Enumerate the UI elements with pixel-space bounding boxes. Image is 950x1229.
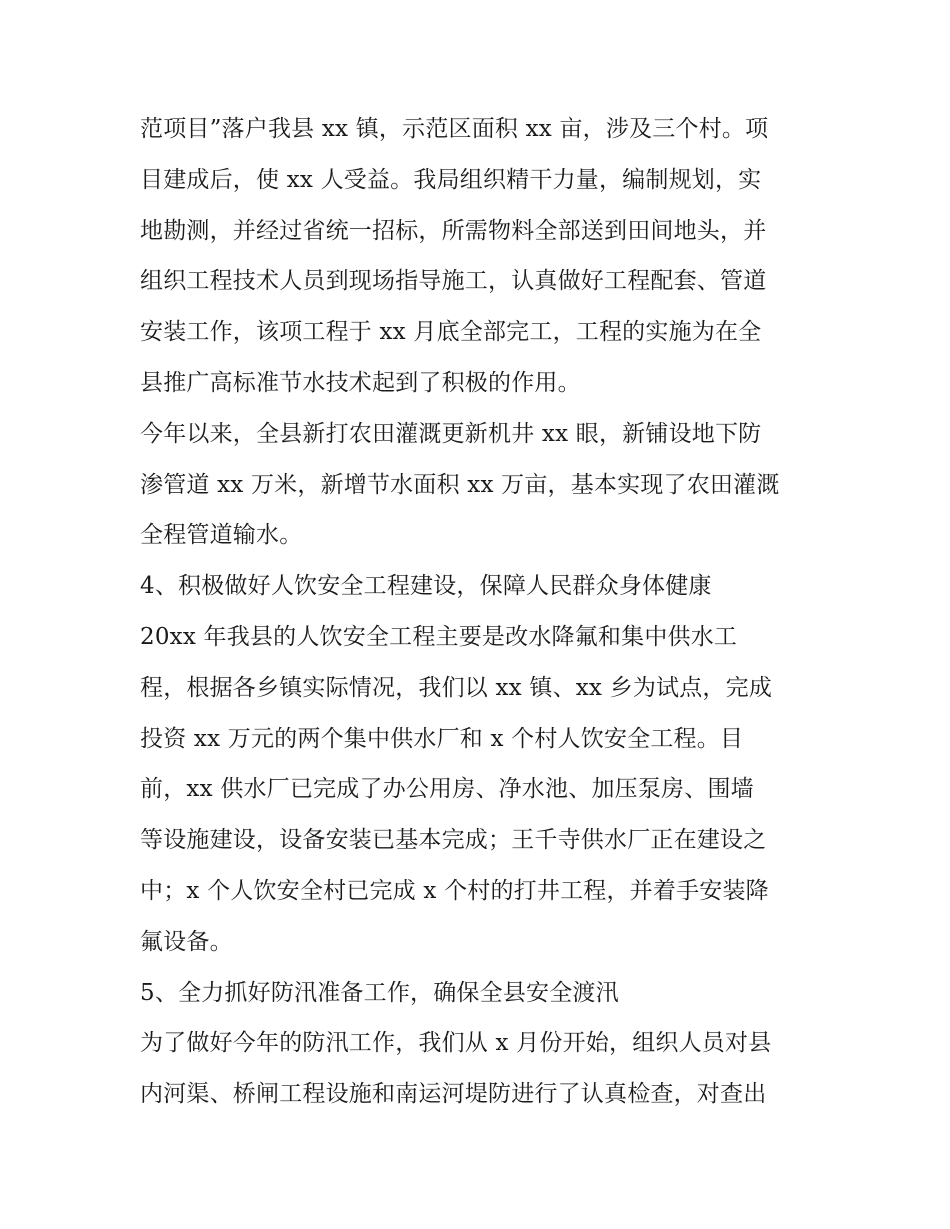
text-line: 为了做好今年的防汛工作，我们从 x 月份开始，组织人员对县	[140, 1030, 772, 1057]
text-line: 今年以来，全县新打农田灌溉更新机井 xx 眼，新铺设地下防	[140, 420, 762, 447]
text-line: 县推广高标准节水技术起到了积极的作用。	[140, 369, 581, 396]
section-heading: 4、积极做好人饮安全工程建设，保障人民群众身体健康	[140, 573, 712, 600]
text-line: 投资 xx 万元的两个集中供水厂和 x 个村人饮安全工程。目	[140, 725, 744, 752]
text-line: 范项目”落户我县 xx 镇，示范区面积 xx 亩，涉及三个村。项	[140, 116, 769, 142]
section-heading: 5、全力抓好防汛准备工作，确保全县安全渡汛	[140, 979, 619, 1006]
text-line: 中；x 个人饮安全村已完成 x 个村的打井工程，并着手安装降	[140, 877, 769, 904]
text-line: 目建成后，使 xx 人受益。我局组织精干力量，编制规划，实	[140, 166, 762, 193]
text-line: 前，xx 供水厂已完成了办公用房、净水池、加压泵房、围墙	[140, 776, 754, 803]
text-line: 渗管道 xx 万米，新增节水面积 xx 万亩，基本实现了农田灌溉	[140, 471, 780, 498]
document-body	[140, 104, 820, 1120]
text-line: 内河渠、桥闸工程设施和南运河堤防进行了认真检查，对查出	[140, 1081, 767, 1108]
text-line: 等设施建设，设备安装已基本完成；王千寺供水厂正在建设之	[140, 827, 767, 854]
text-line: 程，根据各乡镇实际情况，我们以 xx 镇、xx 乡为试点，完成	[140, 674, 773, 701]
text-line: 全程管道输水。	[140, 522, 303, 549]
text-line: 地勘测，并经过省统一招标，所需物料全部送到田间地头，并	[140, 217, 767, 244]
text-line: 氟设备。	[140, 928, 233, 955]
text-line: 20xx 年我县的人饮安全工程主要是改水降氟和集中供水工	[140, 623, 738, 650]
text-line: 组织工程技术人员到现场指导施工，认真做好工程配套、管道	[140, 268, 767, 295]
text-line: 安装工作，该项工程于 xx 月底全部完工，工程的实施为在全	[140, 319, 762, 346]
